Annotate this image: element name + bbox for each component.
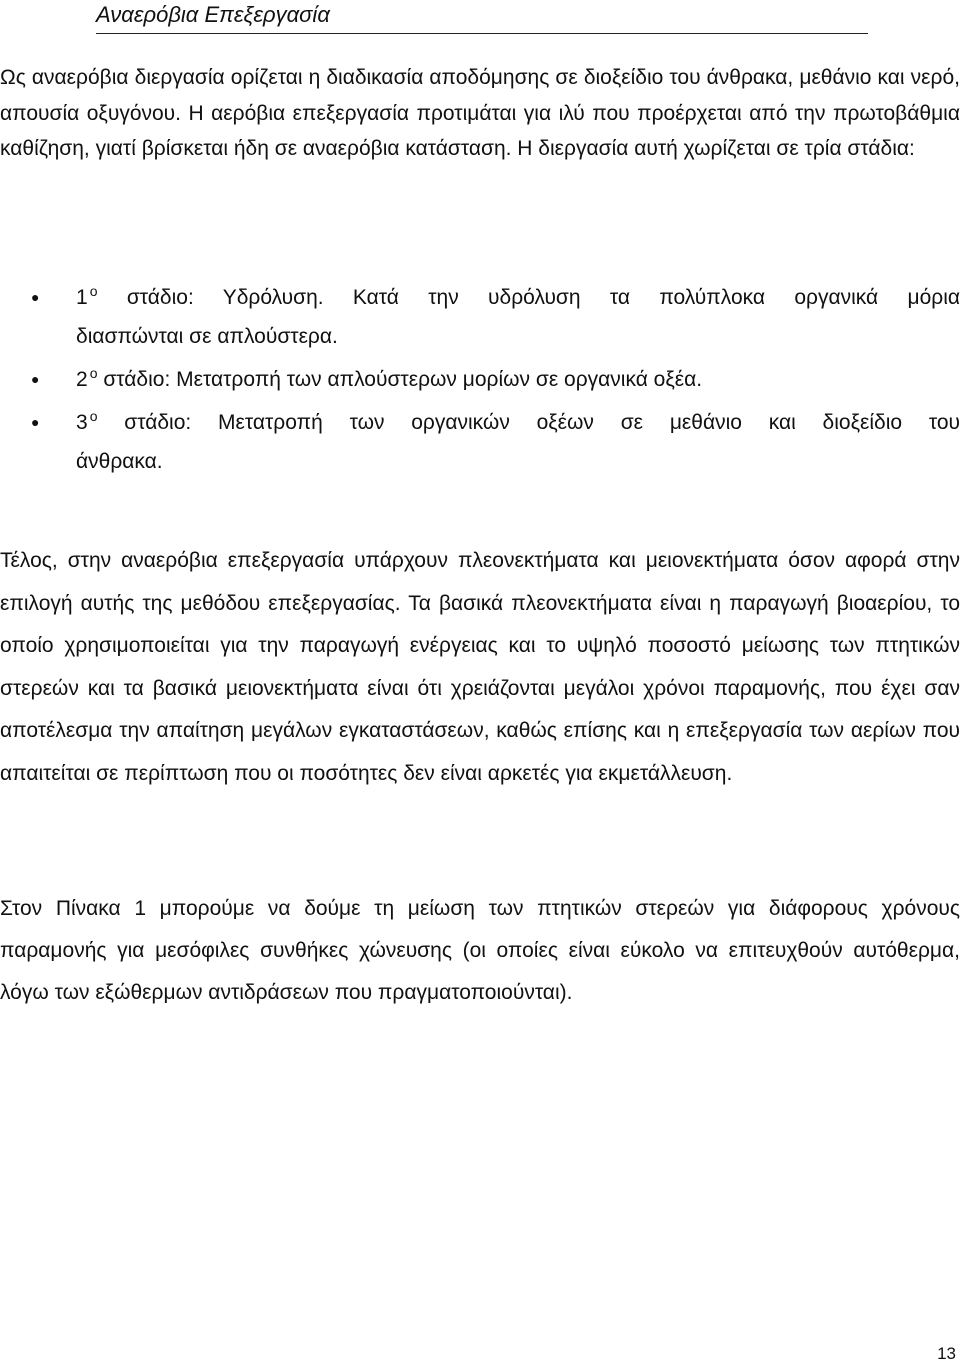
stage-text: στάδιο: Μετατροπή των απλούστερων μορίων σε οργανικά οξέα. xyxy=(103,368,703,391)
advantages-paragraph: Τέλος, στην αναερόβια επεξεργασία υπάρχουν πλεονεκτήματα και μειονεκτήματα όσον αφορά στην επιλογή αυτής της μεθόδου επεξεργασίας. Τα βασικά πλεονεκτήματα είναι η παραγωγή βιοαερίου, το οποίο χρησιμοποιείται για την παραγωγή ενέργειας και το υψηλό ποσοστό μείωσης των πτητικών στερεών και τα βασικά μειονεκτήματα είναι ότι χρειάζονται μεγάλοι χρόνοι παραμονής, που έχει σαν αποτέλεσμα την απαίτηση μεγάλων εγκαταστάσεων, καθώς επίσης και η επεξεργασία των αερίων που απαιτείται σε περίπτωση που οι ποσότητες δεν είναι αρκετές για εκμετάλλευση. xyxy=(0,549,960,785)
page-number: 13 xyxy=(937,1344,956,1363)
bullet-icon: ● xyxy=(31,371,40,387)
ordinal-superscript: ο xyxy=(89,283,98,299)
stage-number: 1 xyxy=(76,286,88,309)
stage-continuation: άνθρακα. xyxy=(76,450,163,473)
bullet-icon: ● xyxy=(31,414,40,430)
list-item xyxy=(0,358,960,401)
stage-number: 2 xyxy=(76,368,88,391)
stages-list xyxy=(0,276,960,483)
stage-continuation: διασπώνται σε απλούστερα. xyxy=(76,325,338,348)
bullet-icon: ● xyxy=(31,289,40,305)
ordinal-superscript: ο xyxy=(89,365,98,381)
stage-number: 3 xyxy=(76,411,88,434)
header-title: Αναερόβια Επεξεργασία xyxy=(96,2,330,27)
stage-text: στάδιο: Μετατροπή των οργανικών οξέων σε μεθάνιο και διοξείδιο του xyxy=(124,411,960,434)
ordinal-superscript: ο xyxy=(89,408,98,424)
table-reference-paragraph: Στον Πίνακα 1 μπορούμε να δούμε τη μείωση των πτητικών στερεών για διάφορους χρόνους παραμονής για μεσόφιλες συνθήκες χώνευσης (οι οποίες είναι εύκολο να επιτευχθούν αυτόθερμα, λόγω των εξώθερμων αντιδράσεων που πραγματοποιούνται). xyxy=(0,897,960,1004)
page-header xyxy=(96,0,868,34)
list-item xyxy=(0,401,960,483)
list-item xyxy=(0,276,960,358)
stage-text: στάδιο: Υδρόλυση. Κατά την υδρόλυση τα πολύπλοκα οργανικά μόρια xyxy=(126,286,960,309)
intro-paragraph: Ως αναερόβια διεργασία ορίζεται η διαδικασία αποδόμησης σε διοξείδιο του άνθρακα, μεθάνιο και νερό, απουσία οξυγόνου. Η αερόβια επεξεργασία προτιμάται για ιλύ που προέρχεται από την πρωτοβάθμια καθίζηση, γιατί βρίσκεται ήδη σε αναερόβια κατάσταση. Η διεργασία αυτή χωρίζεται σε τρία στάδια: xyxy=(0,66,960,160)
